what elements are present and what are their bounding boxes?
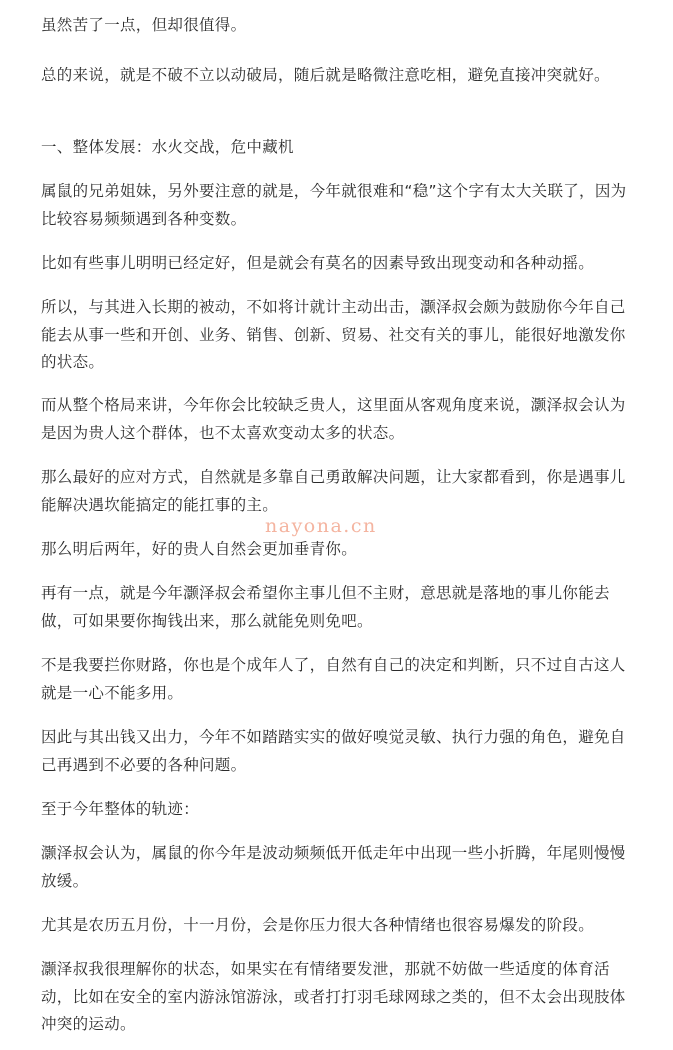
paragraph: 比如有些事儿明明已经定好，但是就会有莫名的因素导致出现变动和各种动摇。 xyxy=(41,254,595,272)
section-heading: 一、整体发展：水火交战，危中藏机 xyxy=(41,138,294,156)
paragraph: 灏泽叔会认为，属鼠的你今年是波动频频低开低走年中出现一些小折腾，年尾则慢慢放缓。 xyxy=(41,844,626,890)
paragraph: 因此与其出钱又出力，今年不如踏踏实实的做好嗅觉灵敏、执行力强的角色，避免自己再遇到不必要的各种问题。 xyxy=(41,728,626,774)
watermark-text: nayona.cn xyxy=(265,515,377,537)
paragraph: 而从整个格局来讲，今年你会比较缺乏贵人，这里面从客观角度来说，灏泽叔会认为是因为贵人这个群体，也不太喜欢变动太多的状态。 xyxy=(41,396,626,442)
paragraph: 那么最好的应对方式，自然就是多靠自己勇敢解决问题，让大家都看到，你是遇事儿能解决遇坎能搞定的能扛事的主。 xyxy=(41,468,626,514)
paragraph: 再有一点，就是今年灏泽叔会希望你主事儿但不主财，意思就是落地的事儿你能去做，可如果要你掏钱出来，那么就能免则免吧。 xyxy=(41,584,610,630)
paragraph: 所以，与其进入长期的被动，不如将计就计主动出击，灏泽叔会颇为鼓励你今年自己能去从事一些和开创、业务、销售、创新、贸易、社交有关的事儿，能很好地激发你的状态。 xyxy=(41,298,626,371)
paragraph: 虽然苦了一点，但却很值得。 xyxy=(41,16,247,34)
paragraph: 灏泽叔我很理解你的状态，如果实在有情绪要发泄，那就不妨做一些适度的体育活动，比如在安全的室内游泳馆游泳，或者打打羽毛球网球之类的，但不太会出现肢体冲突的运动。 xyxy=(41,960,626,1033)
paragraph: 总的来说，就是不破不立以动破局，随后就是略微注意吃相，避免直接冲突就好。 xyxy=(41,66,610,84)
paragraph: 不是我要拦你财路，你也是个成年人了，自然有自己的决定和判断，只不过自古这人就是一心不能多用。 xyxy=(41,656,626,702)
paragraph: 属鼠的兄弟姐妹，另外要注意的就是，今年就很难和“稳”这个字有太大关联了，因为比较容易频频遇到各种变数。 xyxy=(41,182,627,228)
paragraph: 至于今年整体的轨迹： xyxy=(41,800,200,818)
paragraph: 那么明后两年，好的贵人自然会更加垂青你。 xyxy=(41,540,358,558)
paragraph: 尤其是农历五月份，十一月份，会是你压力很大各种情绪也很容易爆发的阶段。 xyxy=(41,916,595,934)
